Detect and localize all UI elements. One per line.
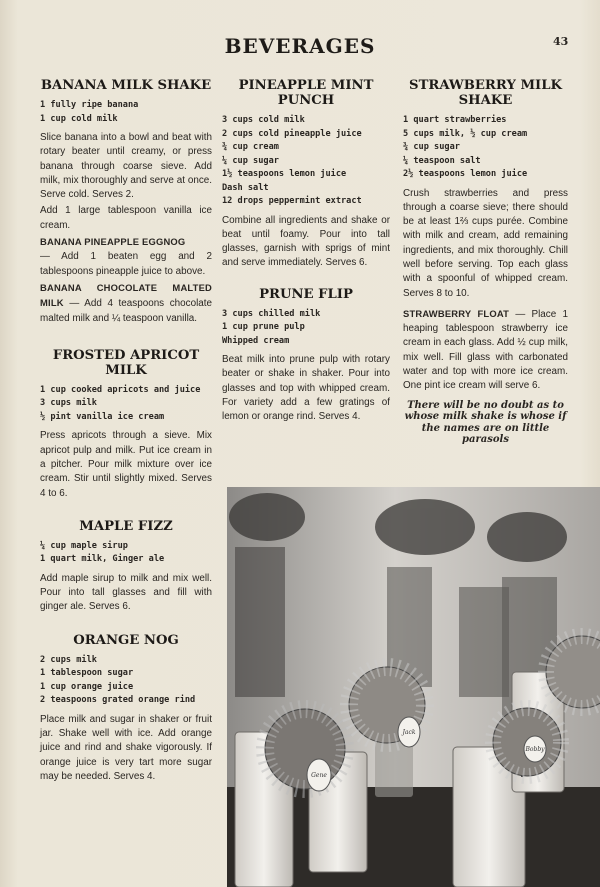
ingredient: ¼ cup maple sirup bbox=[40, 540, 128, 551]
ingredient: 1 fully ripe banana bbox=[40, 100, 139, 110]
recipe-title: FROSTED APRICOT MILK bbox=[52, 347, 200, 378]
ingredient: 1 tablespoon sugar bbox=[40, 668, 134, 679]
ingredient-list bbox=[40, 654, 212, 708]
recipe-directions: Crush strawberries and press through a coarse sieve; there should be at least 1⅔ cups purée. Combine with milk and cream, add remaining ingredients, and mix thoroughly. Chill well before serving. Top each glass with a spoonful of whipped cream. Serves 8 to 10. bbox=[403, 187, 568, 299]
ingredient: 2½ teaspoons lemon juice bbox=[403, 169, 528, 179]
recipe-title: PRUNE FLIP bbox=[259, 286, 353, 302]
variation-title: BANANA CHOCOLATE MALTED MILK bbox=[40, 281, 212, 309]
ingredient: 1 cup orange juice bbox=[40, 681, 134, 692]
variation-pineapple-eggnog bbox=[40, 235, 212, 279]
column-middle bbox=[222, 78, 390, 427]
ingredient-list bbox=[403, 114, 568, 182]
variation-title: STRAWBERRY FLOAT bbox=[403, 307, 510, 319]
recipe-directions: Combine all ingredients and shake or beat until foamy. Pour into tall glasses, garnish with sprigs of mint and serve immediately. Serves 6. bbox=[222, 214, 390, 269]
glass-label: Bobby bbox=[525, 746, 545, 753]
recipe-directions: Slice banana into a bowl and beat with rotary beater until creamy, or press banana through coarse sieve. Add milk, mix thoroughly and serve at once. Serve cold. Serves 2. bbox=[40, 132, 212, 201]
recipe-directions: Beat milk into prune pulp with rotary beater or shake in shaker. Pour into glasses and top with whipped cream. For variety add a few gratings of lemon or orange rind. Serves 4. bbox=[222, 354, 390, 423]
column-left bbox=[40, 78, 212, 786]
photo-caption: There will be no doubt as to whose milk shake is whose if the names are on little parasols bbox=[404, 399, 567, 446]
page-title: BEVERAGES bbox=[224, 34, 376, 58]
ingredient: ¾ cup cream bbox=[222, 142, 279, 152]
ingredient: 1 quart milk, Ginger ale bbox=[40, 554, 165, 565]
glass-label: Jack bbox=[402, 729, 416, 736]
ingredient: 12 drops peppermint extract bbox=[222, 196, 362, 206]
milkshake-parasol-photo bbox=[227, 487, 600, 887]
ingredient: Dash salt bbox=[222, 182, 269, 193]
variation-text: — Place 1 heaping tablespoon strawberry ice cream in each glass. Add ½ cup milk, mix well. Fill glass with carbonated water and top with more ice cream. One pint ice cream will serve 6. bbox=[403, 308, 568, 392]
ingredient-list bbox=[222, 114, 390, 209]
recipe-directions: Press apricots through a sieve. Mix apricot pulp and milk. Put ice cream in a pitcher. Pour milk mixture over ice cream. Stir until slightly mixed. Serves 4 to 6. bbox=[40, 430, 212, 499]
recipe-title: ORANGE NOG bbox=[73, 632, 179, 648]
glass-label: Gene bbox=[311, 772, 327, 779]
recipe-orange-nog bbox=[40, 633, 212, 784]
ingredient: 2 teaspoons grated orange rind bbox=[40, 695, 196, 706]
ingredient: 1 cup cooked apricots and juice bbox=[40, 384, 201, 395]
ingredient: 1 cup prune pulp bbox=[222, 322, 305, 333]
ingredient: 3 cups cold milk bbox=[222, 115, 305, 125]
ingredient-list bbox=[222, 308, 390, 349]
variation-title: BANANA PINEAPPLE EGGNOG bbox=[40, 236, 186, 248]
column-right bbox=[403, 78, 568, 446]
ingredient: 1½ teaspoons lemon juice bbox=[222, 169, 347, 179]
recipe-prune-flip bbox=[222, 287, 390, 425]
recipe-strawberry-milk-shake bbox=[403, 78, 568, 394]
ingredient-list bbox=[40, 99, 212, 126]
recipe-title: BANANA MILK SHAKE bbox=[40, 78, 212, 93]
ingredient: ¾ cup sugar bbox=[403, 142, 460, 152]
ingredient: 5 cups milk, ½ cup cream bbox=[403, 128, 528, 139]
ingredient: ¼ teaspoon salt bbox=[403, 155, 481, 166]
ingredient: ½ pint vanilla ice cream bbox=[40, 411, 165, 422]
ingredient: Whipped cream bbox=[222, 335, 290, 346]
recipe-title: MAPLE FIZZ bbox=[79, 518, 173, 534]
ingredient: 3 cups chilled milk bbox=[222, 308, 321, 319]
ingredient: 2 cups cold pineapple juice bbox=[222, 128, 362, 139]
ingredient-list bbox=[40, 384, 212, 425]
ingredient: 2 cups milk bbox=[40, 654, 97, 665]
variation-chocolate-malted bbox=[40, 281, 212, 326]
recipe-title: STRAWBERRY MILK SHAKE bbox=[409, 78, 562, 108]
recipe-maple-fizz bbox=[40, 519, 212, 615]
variation-text: — Add 4 teaspoons chocolate malted milk and ¼ teaspoon vanilla. bbox=[40, 298, 212, 324]
variation-strawberry-float bbox=[403, 307, 568, 394]
recipe-frosted-apricot-milk bbox=[40, 348, 212, 501]
ingredient: 1 quart strawberries bbox=[403, 115, 507, 125]
recipe-title: PINEAPPLE MINT PUNCH bbox=[238, 78, 374, 108]
recipe-variation: Add 1 large tablespoon vanilla ice cream. bbox=[40, 205, 212, 231]
recipe-banana-milk-shake bbox=[40, 78, 212, 326]
ingredient: 1 cup cold milk bbox=[40, 113, 118, 124]
recipe-directions: Place milk and sugar in shaker or fruit jar. Shake well with ice. Add orange juice and rind and shake vigorously. If orange juice is very tart more sugar may be needed. Serves 4. bbox=[40, 713, 212, 782]
ingredient: ¼ cup sugar bbox=[222, 155, 279, 166]
recipe-pineapple-mint-punch bbox=[222, 78, 390, 271]
ingredient: 3 cups milk bbox=[40, 398, 97, 409]
page-number: 43 bbox=[553, 35, 569, 48]
ingredient-list bbox=[40, 540, 212, 567]
recipe-directions: Add maple sirup to milk and mix well. Pour into tall glasses and fill with ginger ale. Serves 6. bbox=[40, 572, 212, 613]
variation-text: — Add 1 beaten egg and 2 tablespoons pineapple juice to above. bbox=[40, 251, 212, 277]
